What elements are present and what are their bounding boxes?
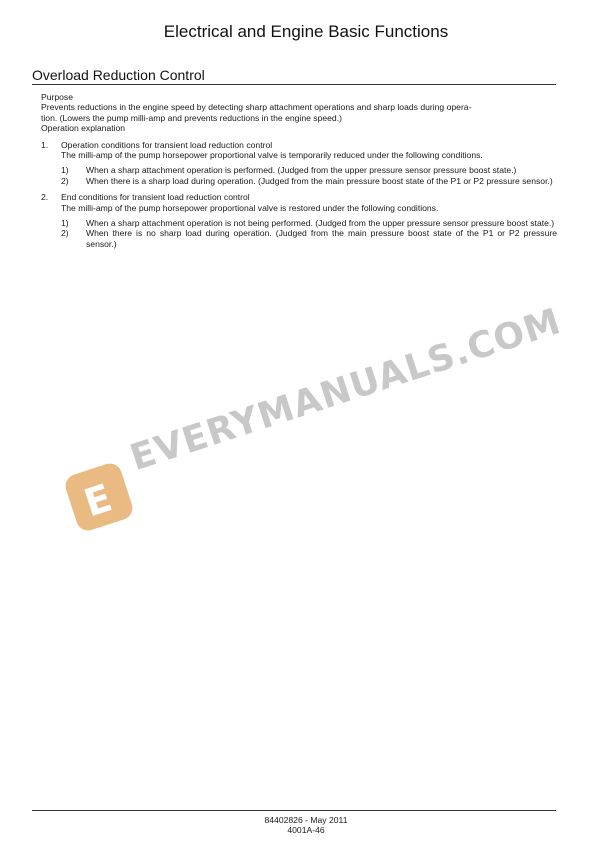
document-body bbox=[41, 92, 557, 249]
footer-divider bbox=[32, 810, 556, 811]
list-item bbox=[41, 140, 557, 187]
section-divider bbox=[32, 84, 556, 85]
purpose-line-2: tion. (Lowers the pump milli-amp and prevents reductions in the engine speed.) bbox=[41, 112, 342, 123]
e-letter-icon: E bbox=[78, 475, 118, 526]
sub-list-item bbox=[61, 228, 557, 249]
e-logo-icon bbox=[62, 460, 135, 533]
sub-list bbox=[61, 218, 557, 249]
list-item bbox=[41, 192, 557, 249]
sub-item-number: 2) bbox=[61, 228, 69, 239]
sub-item-text: When a sharp attachment operation is not being performed. (Judged from the upper pressure sensor pressure boost state.) bbox=[86, 218, 555, 229]
sub-item-text: When there is no sharp load during operation. (Judged from the main pressure boost state of the P1 or P2 pressure sensor.) bbox=[86, 228, 557, 249]
operation-heading: Operation explanation bbox=[41, 123, 126, 134]
item-description: The milli-amp of the pump horsepower proportional valve is temporarily reduced under the following conditions. bbox=[61, 150, 483, 161]
purpose-heading: Purpose bbox=[41, 92, 74, 102]
purpose-line-1: Prevents reductions in the engine speed by detecting sharp attachment operations and sharp loads during opera- bbox=[41, 102, 472, 113]
sub-list-item bbox=[61, 165, 557, 175]
sub-list-item bbox=[61, 176, 557, 186]
sub-list bbox=[61, 165, 557, 186]
item-description: The milli-amp of the pump horsepower proportional valve is restored under the following conditions. bbox=[61, 202, 439, 213]
sub-item-number: 1) bbox=[61, 165, 69, 176]
item-number: 2. bbox=[41, 192, 49, 203]
section-title: Overload Reduction Control bbox=[32, 67, 205, 83]
watermark-text: EVERYMANUALS.COM bbox=[125, 300, 567, 479]
footer-page-number: 4001A-46 bbox=[287, 825, 325, 836]
sub-item-text: When a sharp attachment operation is performed. (Judged from the upper pressure sensor pressure boost state.) bbox=[86, 165, 517, 176]
footer-doc-id: 84402826 - May 2011 bbox=[264, 815, 348, 825]
sub-item-number: 1) bbox=[61, 218, 69, 229]
footer bbox=[0, 815, 612, 836]
sub-item-text: When there is a sharp load during operation. (Judged from the main pressure boost state of the P1 or P2 pressure sensor.) bbox=[86, 175, 553, 186]
sub-item-number: 2) bbox=[61, 175, 69, 186]
watermark bbox=[70, 300, 567, 548]
page-title: Electrical and Engine Basic Functions bbox=[163, 22, 449, 41]
item-title: Operation conditions for transient load reduction control bbox=[61, 139, 273, 150]
item-title: End conditions for transient load reduction control bbox=[61, 192, 250, 203]
item-number: 1. bbox=[41, 139, 49, 150]
sub-list-item bbox=[61, 218, 557, 228]
